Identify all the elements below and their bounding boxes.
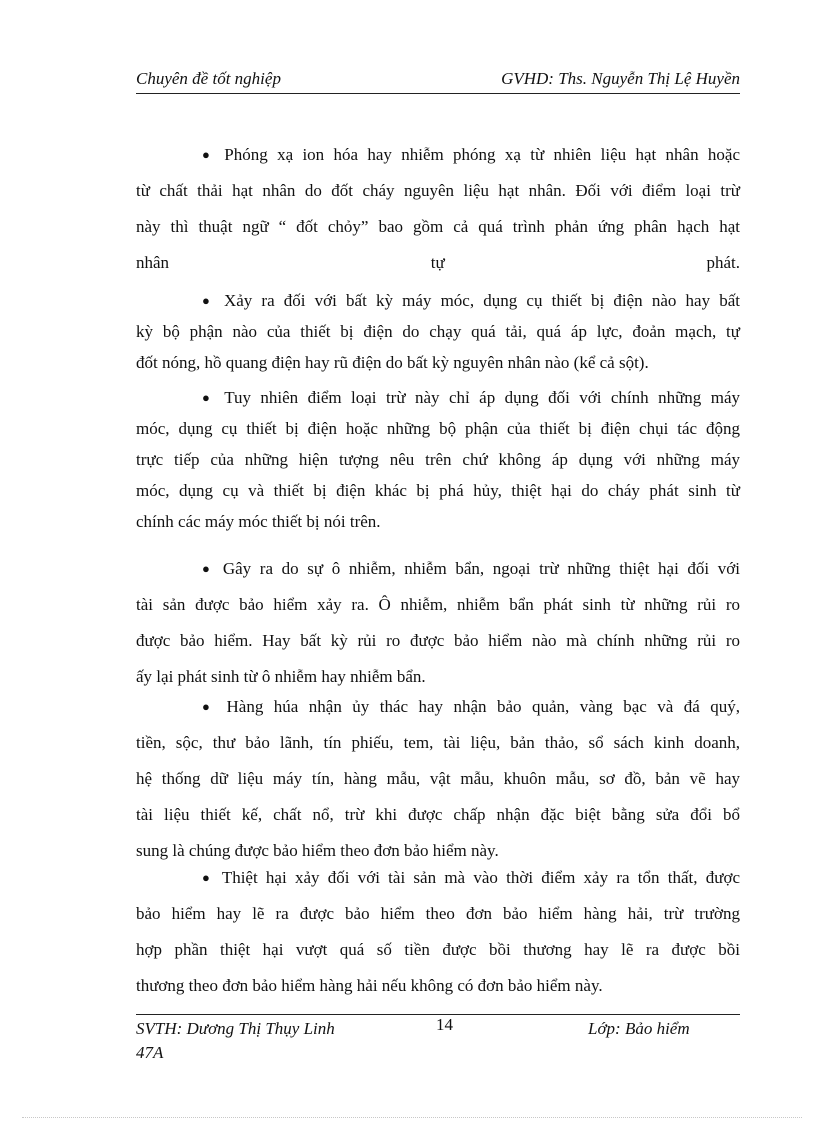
bullet-icon: ● [202,147,215,162]
paragraph-line: tiền, sộc, thư bảo lãnh, tín phiếu, tem, tài liệu, bản thảo, sổ sách kinh doanh, [136,733,740,752]
paragraph-line: trực tiếp của những hiện tượng nêu trên chứ không áp dụng với những máy [136,450,740,469]
paragraph-line: ● Tuy nhiên điểm loại trừ này chỉ áp dụng đối với chính những máy [202,388,741,407]
paragraph-line: kỳ bộ phận nào của thiết bị điện do chạy quá tải, quá áp lực, đoản mạch, tự [136,322,740,341]
paragraph-pollution [136,551,740,695]
paragraph-line: ● Xảy ra đối với bất kỳ máy móc, dụng cụ thiết bị điện nào hay bất [202,291,740,310]
paragraph-line: chính các máy móc thiết bị nói trên. [136,512,381,531]
paragraph-line: móc, dụng cụ thiết bị điện hoặc những bộ phận của thiết bị điện chụi tác động [136,419,740,438]
paragraph-exception-scope [136,382,740,537]
footer-student: SVTH: Dương Thị Thụy Linh [136,1019,335,1038]
paragraph-line: ● Hàng húa nhận ủy thác hay nhận bảo quản, vàng bạc và đá quý, [202,697,741,716]
paragraph-line: này thì thuật ngữ “ đốt chỏy” bao gồm cả quá trình phản ứng phân hạch hạt [136,217,740,236]
paragraph-line: thương theo đơn bảo hiểm hàng hải nếu không có đơn bảo hiểm này. [136,976,603,995]
bullet-icon: ● [202,561,215,576]
page-break-divider [22,1117,802,1118]
paragraph-line: hợp phần thiệt hại vượt quá số tiền được bồi thương hay lẽ ra được bồi [136,940,740,959]
bullet-icon: ● [202,390,216,405]
paragraph-marine-damage [136,860,740,1004]
paragraph-line: bảo hiểm hay lẽ ra được bảo hiểm theo đơn bảo hiểm hàng hải, trừ trường [136,904,740,923]
bullet-icon: ● [202,699,217,714]
paragraph-line: từ chất thải hạt nhân do đốt cháy nguyên liệu hạt nhân. Đối với điểm loại trừ [136,181,740,200]
footer-student-class: 47A [136,1043,164,1062]
paragraph-line: ● Phóng xạ ion hóa hay nhiễm phóng xạ từ nhiên liệu hạt nhân hoặc [202,145,741,164]
bullet-icon: ● [202,293,215,308]
paragraph-line: nhân tự phát. [136,253,740,272]
paragraph-line: tài sản được bảo hiểm xảy ra. Ô nhiễm, nhiễm bẩn phát sinh từ những rủi ro [136,595,740,614]
paragraph-line: ● Gây ra do sự ô nhiễm, nhiễm bẩn, ngoại trừ những thiệt hại đối với [202,559,740,578]
page-number: 14 [436,1015,453,1034]
bullet-icon: ● [202,870,214,885]
paragraph-line: ● Thiệt hại xảy đối với tài sản mà vào thời điểm xảy ra tổn thất, được [202,868,740,887]
paragraph-radiation [136,137,740,281]
paragraph-line: ấy lại phát sinh từ ô nhiễm hay nhiễm bẩn. [136,667,426,686]
footer-class: Lớp: Bảo hiểm [588,1019,690,1038]
header-supervisor: GVHD: Ths. Nguyễn Thị Lệ Huyền [501,69,740,88]
paragraph-line: móc, dụng cụ và thiết bị điện khác bị phá hủy, thiệt hại do cháy phát sinh từ [136,481,740,500]
paragraph-line: tài liệu thiết kế, chất nổ, trừ khi được chấp nhận đặc biệt bằng sửa đổi bổ [136,805,740,824]
header-rule [136,93,740,94]
paragraph-line: được bảo hiểm. Hay bất kỳ rủi ro được bảo hiểm nào mà chính những rủi ro [136,631,740,650]
paragraph-line: sung là chúng được bảo hiểm theo đơn bảo hiểm này. [136,841,499,860]
paragraph-line: đốt nóng, hồ quang điện hay rũ điện do bất kỳ nguyên nhân nào (kể cả sột). [136,353,649,372]
paragraph-line: hệ thống dữ liệu máy tín, hàng mẫu, vật mẫu, khuôn mẫu, sơ đồ, bản vẽ hay [136,769,740,788]
header-title: Chuyên đề tốt nghiệp [136,69,281,88]
paragraph-entrusted-goods [136,689,740,869]
paragraph-electrical [136,285,740,378]
